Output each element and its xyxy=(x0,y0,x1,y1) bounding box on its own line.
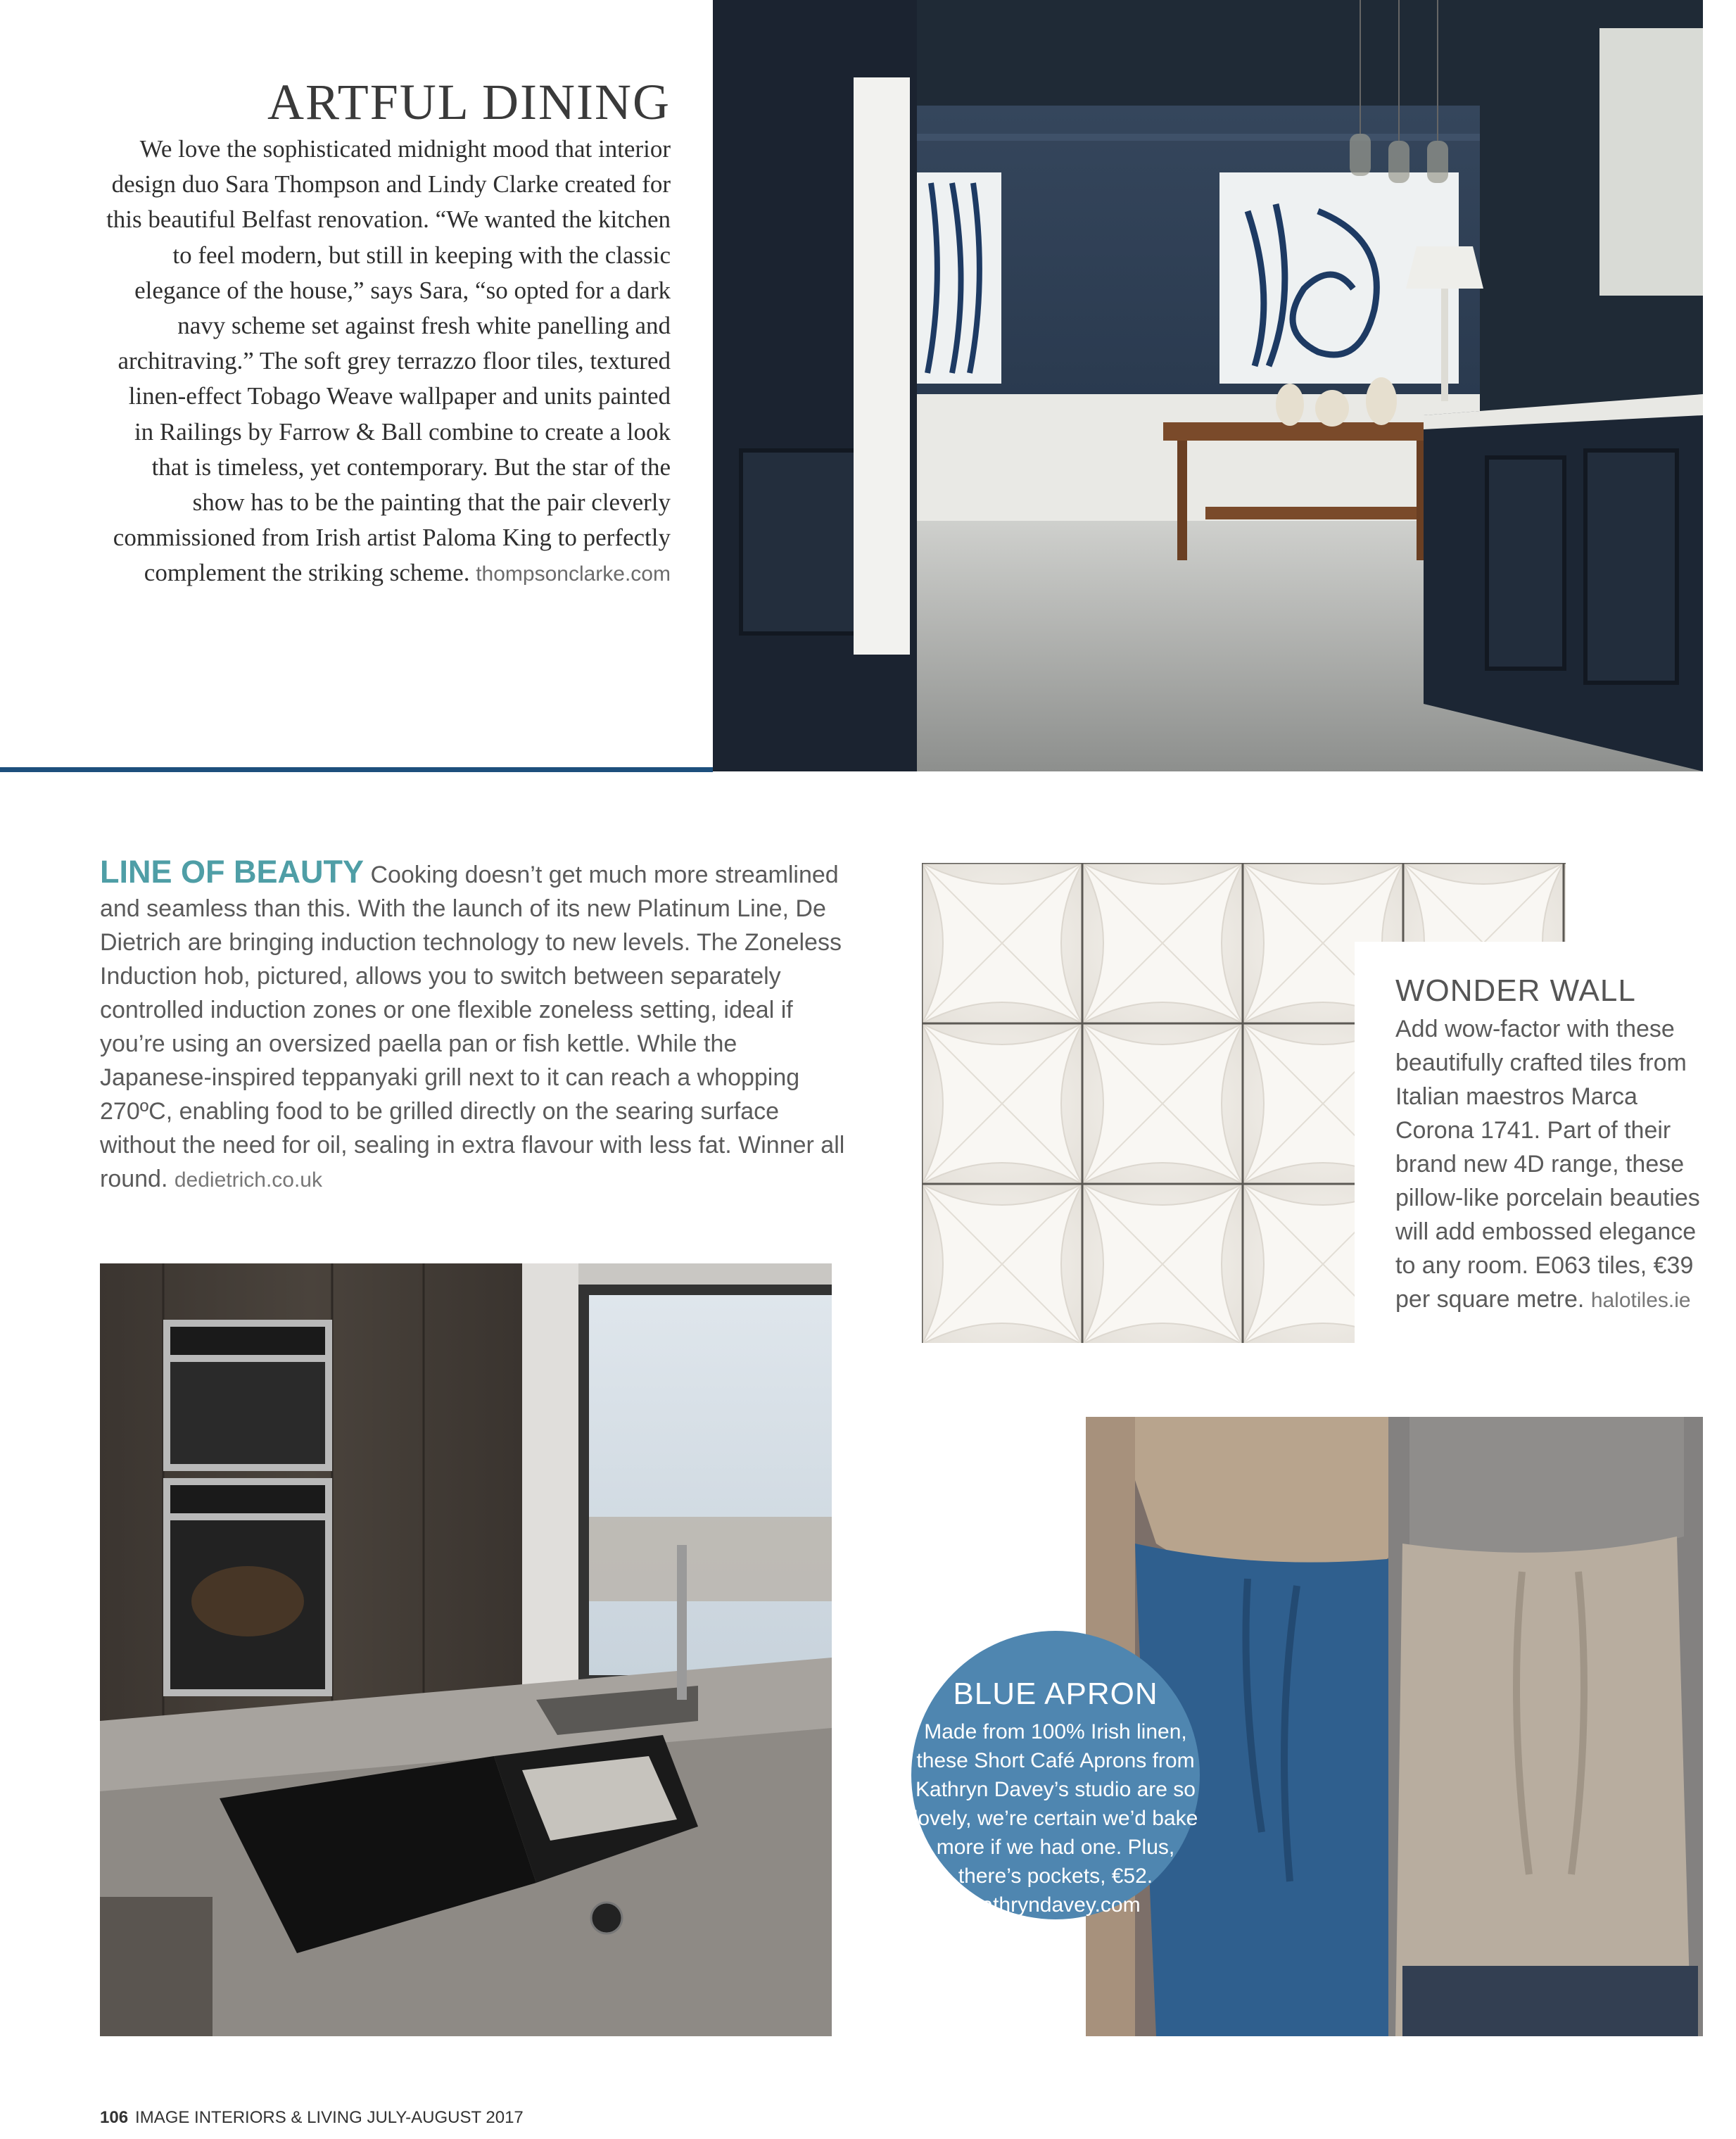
artful-dining-body-text: We love the sophisticated midnight mood that interior design duo Sara Thompson and Lindy Clarke created for this beautiful Belfast renovation. “We wanted the kitchen to feel modern, but still in keeping with the classic elegance of the house,” says Sara, “so opted for a dark navy scheme set against fresh white panelling and architraving.” The soft grey terrazzo floor tiles, textured linen-effect Tobago Weave wallpaper and units painted in Railings by Farrow & Ball combine to create a look that is timeless, yet contemporary. But the star of the show has to be the painting that the pair cleverly commissioned from Irish artist Paloma King to perfectly complement the striking scheme. xyxy=(106,135,671,587)
magazine-name: IMAGE INTERIORS & LIVING xyxy=(135,2108,362,2127)
blue-apron-body: Made from 100% Irish linen, these Short Café Aprons from Kathryn Davey’s studio are so lovely, we’re certain we’d bake more if we had one. Plus, there’s pockets, €52. kathryndavey.com xyxy=(913,1720,1198,1917)
induction-kitchen-photo xyxy=(100,1263,832,2036)
artful-dining-article xyxy=(106,74,671,593)
wonder-wall-title: WONDER WALL xyxy=(1395,973,1636,1008)
wonder-wall-url[interactable]: halotiles.ie xyxy=(1590,1289,1691,1312)
blue-apron-article xyxy=(911,1675,1200,1919)
artful-dining-body xyxy=(106,132,671,593)
line-of-beauty-url[interactable]: dedietrich.co.uk xyxy=(174,1168,322,1192)
artful-dining-title: ARTFUL DINING xyxy=(267,74,671,130)
wonder-wall-article xyxy=(1395,971,1719,1318)
page-number: 106 xyxy=(100,2108,129,2127)
dining-room-photo xyxy=(713,0,1703,771)
line-of-beauty-article xyxy=(100,855,846,1197)
page-footer xyxy=(100,2108,524,2128)
issue-date: JULY-AUGUST 2017 xyxy=(367,2108,524,2127)
artful-dining-url[interactable]: thompsonclarke.com xyxy=(476,562,671,586)
line-of-beauty-title: LINE OF BEAUTY xyxy=(100,854,365,890)
section-divider-rule xyxy=(0,767,713,772)
blue-apron-title: BLUE APRON xyxy=(953,1677,1158,1711)
line-of-beauty-body: Cooking doesn’t get much more streamlined and seamless than this. With the launch of its new Platinum Line, De Dietrich are bringing induction technology to new levels. The Zoneless Induction hob, pictured, allows you to switch between separately controlled induction zones or one flexible zoneless setting, ideal if you’re using an oversized paella pan or fish kettle. While the Japanese-inspired teppanyaki grill next to it can reach a whopping 270ºC, enabling food to be grilled directly on the searing surface without the need for oil, sealing in extra flavour with less fat. Winner all round. xyxy=(100,862,845,1192)
wonder-wall-body xyxy=(1395,1012,1719,1318)
wonder-wall-body-text: Add wow-factor with these beautifully crafted tiles from Italian maestros Marca Corona 1741. Part of their brand new 4D range, these pillow-like porcelain beauties will add embossed elegance to any room. E063 tiles, €39 per square metre. xyxy=(1395,1016,1700,1313)
